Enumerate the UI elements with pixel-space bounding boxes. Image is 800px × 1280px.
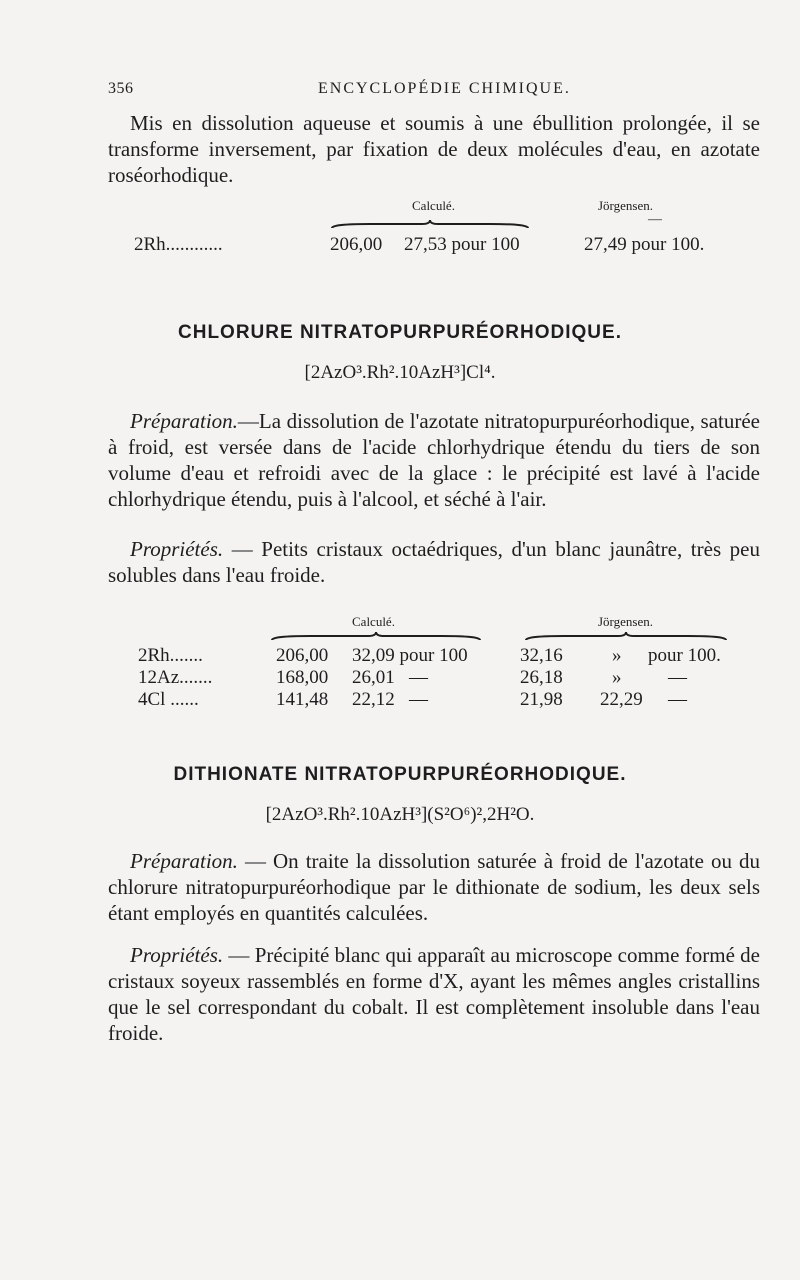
table2-row-label: 4Cl ......	[138, 689, 199, 710]
table2-row-jorg-3: —	[668, 667, 687, 688]
table2-row-calc-value: 168,00	[276, 667, 329, 688]
section1-proprietes	[108, 536, 760, 588]
table2-row-jorg-2: 22,29	[600, 689, 643, 710]
section1-proprietes-text: — Petits cristaux octaédriques, d'un blanc jaunâtre, très peu solubles dans l'eau froide.	[108, 537, 760, 587]
section2-formula: [2AzO³.Rh².10AzH³](S²O⁶)²,2H²O.	[265, 804, 535, 825]
section2-heading: DITHIONATE NITRATOPURPURÉORHODIQUE.	[173, 764, 627, 785]
page-number: 356	[108, 80, 134, 97]
table1-header-calcule: Calculé.	[412, 198, 455, 213]
table1-brace-calcule	[330, 218, 530, 232]
table2-row-label: 2Rh.......	[138, 645, 203, 666]
section2-proprietes	[108, 942, 760, 1046]
section1-heading: CHLORURE NITRATOPURPURÉORHODIQUE.	[178, 322, 622, 343]
table1-row-label: 2Rh............	[134, 234, 223, 255]
section1-preparation-text: —La dissolution de l'azotate nitratopurpuréorhodique, saturée à froid, est versée dans de l'acide chlorhydrique étendu du tiers de son volume d'eau et refroidi avec de la glace : le précipité est lavé à l'acide chlorhydrique étendu, puis à l'alcool, et séché à l'air.	[108, 409, 760, 511]
section1-proprietes-lead: Propriétés.	[130, 537, 224, 561]
table2-header-calcule: Calculé.	[352, 614, 395, 629]
section1-preparation-lead: Préparation.	[130, 409, 238, 433]
table1-row-calc-percent: 27,53 pour 100	[404, 234, 520, 255]
table2-row-jorg-1: 26,18	[520, 667, 563, 688]
table2-row-jorg-1: 21,98	[520, 689, 563, 710]
section2-preparation	[108, 848, 760, 926]
intro-paragraph: Mis en dissolution aqueuse et soumis à une ébullition prolongée, il se transforme inversement, par fixation de deux molécules d'eau, en azotate roséorhodique.	[108, 111, 760, 187]
table2-row-calc-value: 206,00	[276, 645, 329, 666]
table2-row-jorg-3: pour 100.	[648, 645, 721, 666]
table2-brace-jorgensen	[524, 630, 728, 644]
table2-row-calc-value: 141,48	[276, 689, 329, 710]
section2-proprietes-text: — Précipité blanc qui apparaît au microscope comme formé de cristaux soyeux rassemblés en forme d'X, ayant les mêmes angles cristallins que le sel correspondant du cobalt. Il est complètement insoluble dans l'eau froide.	[108, 943, 760, 1045]
table1-row-calc-value: 206,00	[330, 234, 383, 255]
table2-brace-calcule	[270, 630, 482, 644]
table1-row-jorgensen: 27,49 pour 100.	[584, 234, 705, 255]
table2-row-jorg-3: —	[668, 689, 687, 710]
table2-row-jorg-2: »	[612, 645, 622, 666]
table1-header-jorgensen: Jörgensen.	[598, 198, 654, 213]
table1-dash-jorgensen: —	[648, 212, 662, 227]
table2-row-jorg-2: »	[612, 667, 622, 688]
running-title: ENCYCLOPÉDIE CHIMIQUE.	[318, 80, 571, 97]
table2-row-label: 12Az.......	[138, 667, 213, 688]
table2-header-jorgensen: Jörgensen.	[598, 614, 654, 629]
section2-proprietes-lead: Propriétés.	[130, 943, 224, 967]
section1-formula: [2AzO³.Rh².10AzH³]Cl⁴.	[304, 362, 496, 383]
section2-preparation-lead: Préparation.	[130, 849, 238, 873]
table2-row-calc-percent: 26,01 —	[352, 667, 428, 688]
section2-preparation-text: — On traite la dissolution saturée à froid de l'azotate ou du chlorure nitratopurpuréorhodique par le dithionate de sodium, les deux sels étant employés en quantités calculées.	[108, 849, 760, 925]
table2-row-calc-percent: 32,09 pour 100	[352, 645, 468, 666]
table2-row-jorg-1: 32,16	[520, 645, 563, 666]
table2-row-calc-percent: 22,12 —	[352, 689, 428, 710]
section1-preparation	[108, 408, 760, 512]
